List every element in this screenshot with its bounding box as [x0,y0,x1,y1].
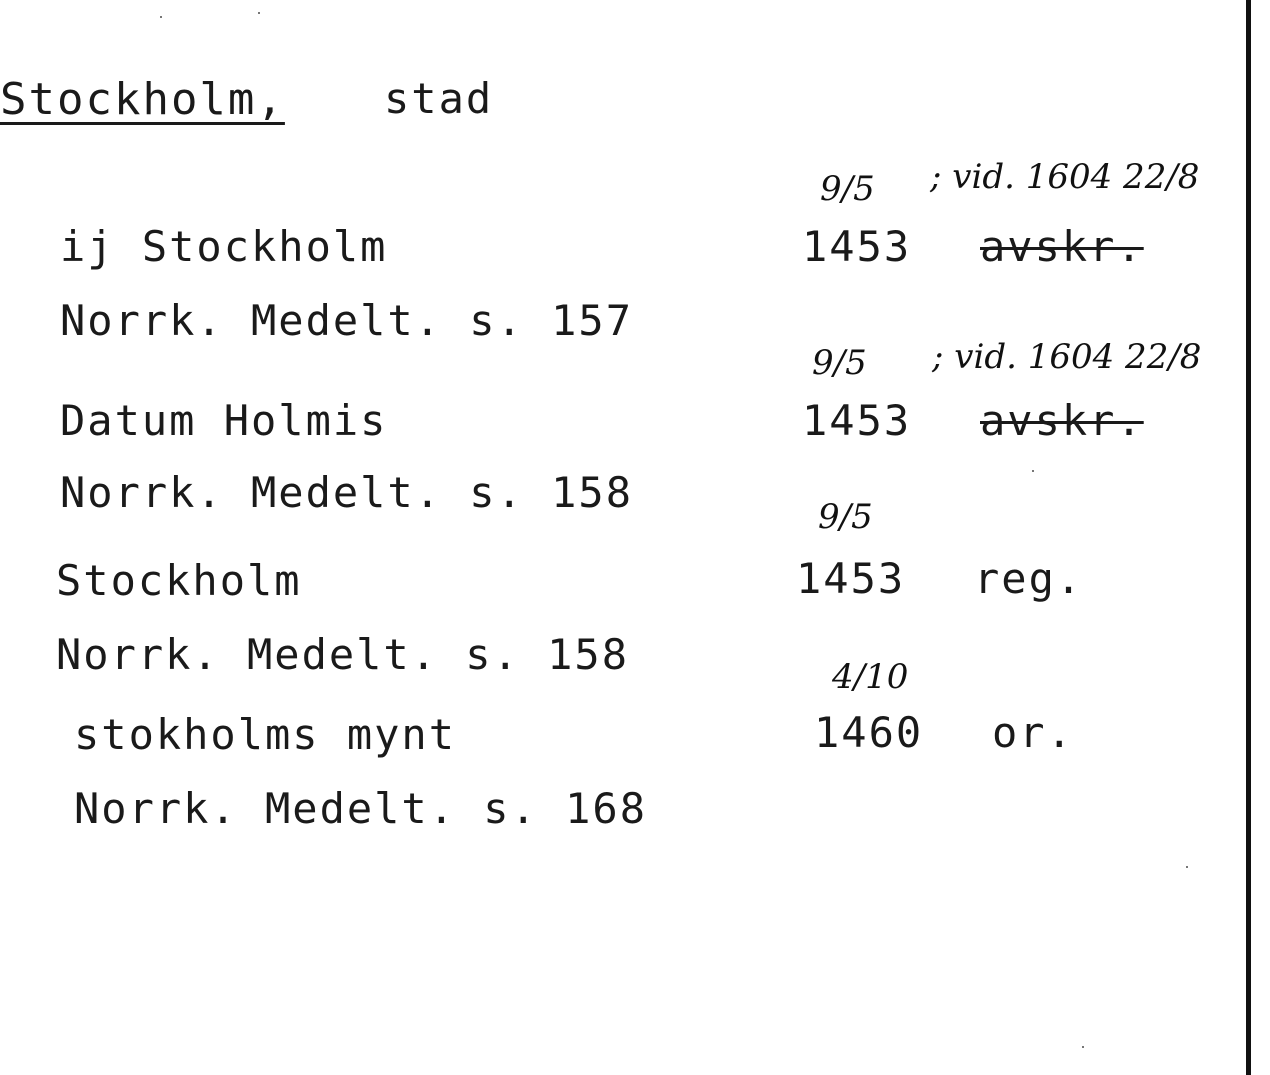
entry-text: stokholms mynt [74,710,457,759]
scan-speck [1082,1046,1084,1048]
entry-year: 1453 [802,396,912,445]
scan-speck [160,16,162,18]
entry-text: Stockholm [56,556,302,605]
scan-speck [1186,866,1188,868]
card-type: stad [384,74,494,123]
entry-annotation: ; vid. 1604 22/8 [932,337,1202,377]
scan-speck [258,12,260,14]
scan-speck [1032,470,1034,472]
entry-source: Norrk. Medelt. s. 157 [60,296,634,345]
entry-source: Norrk. Medelt. s. 158 [60,468,634,517]
entry-text: Datum Holmis [60,396,388,445]
entry-text: ij Stockholm [60,222,388,271]
entry-status: or. [992,708,1074,757]
entry-annotation: ; vid. 1604 22/8 [930,157,1200,197]
card-title: Stockholm, [0,74,285,125]
entry-year: 1453 [796,554,906,603]
entry-status: reg. [974,554,1084,603]
entry-year: 1453 [802,222,912,271]
entry-year: 1460 [814,708,924,757]
entry-status: avskr. [980,396,1144,445]
entry-date-note: 4/10 [832,657,909,697]
entry-date-note: 9/5 [812,343,867,383]
entry-source: Norrk. Medelt. s. 158 [56,630,630,679]
entry-date-note: 9/5 [820,169,875,209]
card-right-border [1246,0,1251,1075]
entry-status: avskr. [980,222,1144,271]
entry-date-note: 9/5 [818,497,873,537]
entry-source: Norrk. Medelt. s. 168 [74,784,648,833]
